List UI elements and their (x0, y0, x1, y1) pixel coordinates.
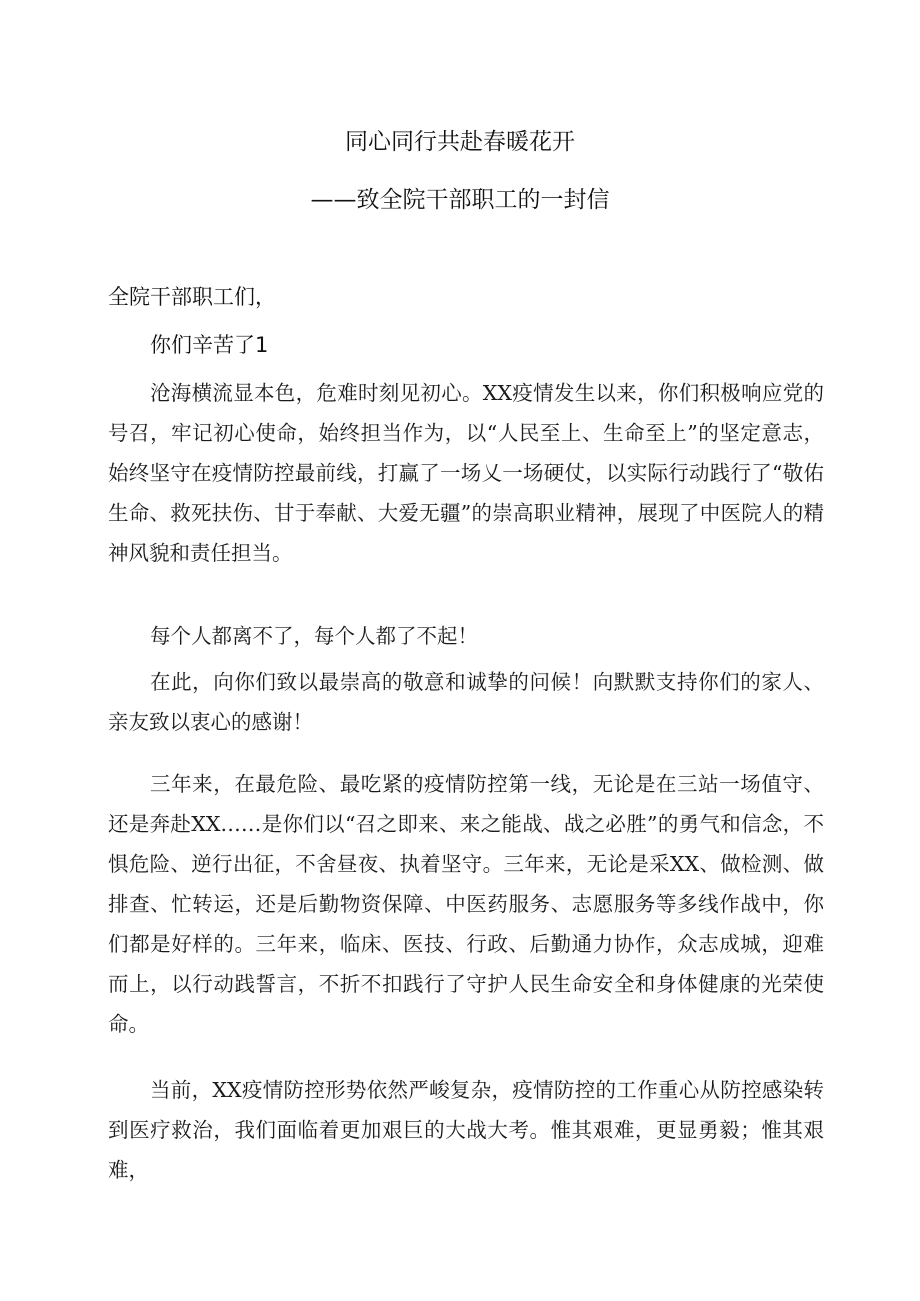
body-paragraph-4: 三年来，在最危险、最吃紧的疫情防控第一线，无论是在三站一场值守、还是奔赴XX……是你们以“召之即来、来之能战、战之必胜”的勇气和信念，不惧危险、逆行出征，不舍昼夜、执着坚守。三年来，无论是采XX、做检测、做排查、忙转运，还是后勤物资保障、中医药服务、志愿服务等多线作战中，你们都是好样的。三年来，临床、医技、行政、后勤通力协作，众志成城，迎难而上，以行动践誓言，不折不扣践行了守护人民生命安全和身体健康的光荣使命。 (108, 772, 824, 1036)
body-paragraph-2: 每个人都离不了，每个人都了不起！ (150, 624, 478, 648)
greeting: 你们辛苦了1 (150, 333, 269, 357)
body-paragraph-1: 沧海横流显本色，危难时刻见初心。XX疫情发生以来，你们积极响应党的号召，牢记初心使命，始终担当作为，以“人民至上、生命至上”的坚定意志，始终坚守在疫情防控最前线，打赢了一场乂一场硬仗，以实际行动践行了“敬佑生命、救死扶伤、甘于奉献、大爱无疆”的崇高职业精神，展现了中医院人的精神风貌和责任担当。 (108, 381, 824, 565)
body-paragraph-3: 在此，向你们致以最崇高的敬意和诚挚的问候！向默默支持你们的家人、亲友致以衷心的感谢！ (108, 670, 824, 734)
document-subtitle: ——致全院干部职工的一封信 (310, 187, 610, 213)
document-title: 同心同行共赴春暖花开 (345, 129, 575, 155)
body-paragraph-5: 当前，XX疫情防控形势依然严峻复杂，疫情防控的工作重心从防控感染转到医疗救治，我们面临着更加艰巨的大战大考。惟其艰难，更显勇毅；惟其艰难， (108, 1078, 824, 1182)
salutation: 全院干部职工们， (108, 285, 276, 309)
